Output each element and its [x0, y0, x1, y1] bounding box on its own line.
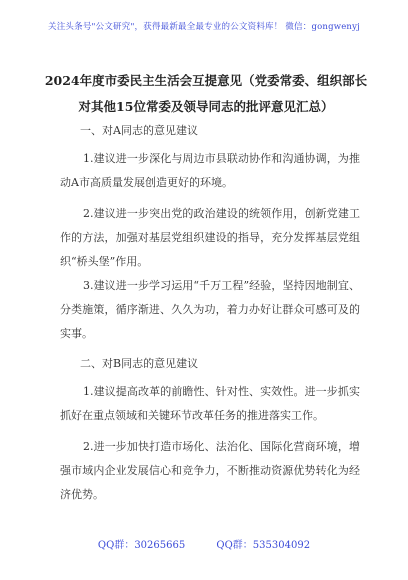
header-promo-note: 关注头条号"公文研究"，获得最新最全最专业的公文资料库！ 微信：gongwenyj	[48, 22, 360, 32]
paragraph-a-1: 1.建议进一步深化与周边市县联动协作和沟通协调，为推动A市高质量发展创造更好的环境。	[60, 152, 360, 189]
paragraph-a-2: 2.建议进一步突出党的政治建设的统领作用，创新党建工作的方法，加强对基层党组织建设的指导，充分发挥基层党组织“桥头堡”作用。	[60, 207, 360, 268]
section-heading-b: 二、对B同志的意见建议	[80, 357, 199, 370]
paragraph-a-3: 3.建议进一步学习运用“千万工程”经验，坚持因地制宜、分类施策，循序渐进、久久为功，着力办好让群众可感可及的实事。	[60, 279, 360, 340]
footer-qq-group-1: QQ群：30265665	[97, 540, 186, 551]
section-heading-a: 一、对A同志的意见建议	[80, 124, 198, 137]
footer-qq-group-2: QQ群：535304092	[216, 540, 311, 551]
paragraph-b-1: 1.建议提高改革的前瞻性、针对性、实效性。进一步抓实抓好在重点领域和关键环节改革任务的推进落实工作。	[60, 385, 360, 422]
title-line-1: 2024年度市委民主生活会互提意见（党委常委、组织部长	[44, 73, 368, 88]
paragraph-b-2: 2.进一步加快打造市场化、法治化、国际化营商环境，增强市域内企业发展信心和竞争力，不断推动资源优势转化为经济优势。	[60, 440, 360, 501]
title-line-2: 对其他15位常委及领导同志的批评意见汇总）	[78, 99, 334, 114]
document-title	[36, 68, 376, 120]
footer-contact	[0, 536, 408, 551]
